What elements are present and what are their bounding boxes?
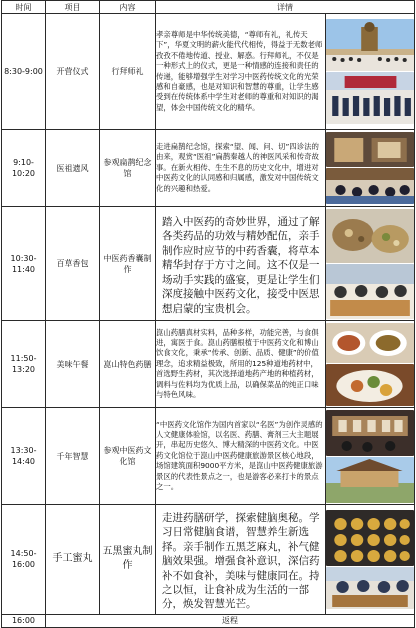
row-time: 9:10-10:20 (2, 130, 46, 207)
row-details: 孝亲尊师是中华传统美德，“尊师有礼，礼传天下”，华夏文明的薪火能代代相传，得益于无数老师孜孜不倦地传道、授业、解惑。行拜师礼，不仅是一种形式上的仪式，更是一种情感的连接和责任的传递，能够增强学生对学习中医药传统文化的光荣感和自豪感，也是对知识和智慧的尊重，让学生感受到在传统体系中学生对老师的尊重和对知识的渴望，体会中国传统文化的精华。 (156, 14, 326, 130)
table-row (2, 130, 415, 207)
ceremony-photo (326, 72, 414, 124)
row-content: 行拜师礼 (100, 14, 156, 130)
row-item: 开营仪式 (46, 14, 100, 130)
culture-hall-photo (326, 457, 414, 503)
header-time: 时间 (2, 1, 46, 14)
row-photos (326, 130, 415, 207)
row-details: 踏入中医药的奇妙世界，通过了解各类药品的功效与精妙配伍，亲手制作应时应节的中药香囊，将草本精华封存于方寸之间。这不仅是一场动手实践的盛宴，更是让学生们深度接触中医药文化，接受中医思想启蒙的宝贵机会。 (156, 207, 326, 321)
honey-pill-photo (326, 510, 414, 566)
row-photos (326, 321, 415, 408)
row-content: 五黑蜜丸制作 (100, 505, 156, 615)
return-trip-label: 返程 (46, 614, 415, 627)
row-content: 崑山特色药膳 (100, 321, 156, 408)
row-photos (326, 408, 415, 505)
row-time: 10:30-11:40 (2, 207, 46, 321)
memorial-hall-photo (326, 132, 414, 167)
culture-hall-photo (326, 410, 414, 456)
table-row (2, 408, 415, 505)
row-time: 13:30-14:40 (2, 408, 46, 505)
row-item: 手工蜜丸 (46, 505, 100, 615)
header-row (2, 1, 415, 14)
row-time: 14:50-16:00 (2, 505, 46, 615)
row-item: 美味午餐 (46, 321, 100, 408)
memorial-hall-photo (326, 168, 414, 204)
row-content: 参观扁鹊纪念馆 (100, 130, 156, 207)
header-item: 项目 (46, 1, 100, 14)
row-photos (326, 505, 415, 615)
row-time: 8:30-9:00 (2, 14, 46, 130)
table-row (2, 14, 415, 130)
row-item: 千年智慧 (46, 408, 100, 505)
row-photos (326, 14, 415, 130)
medicinal-meal-photo (326, 323, 414, 363)
honey-pill-photo (326, 567, 414, 609)
row-content: 中医药香囊制作 (100, 207, 156, 321)
herbal-sachet-photo (326, 264, 414, 319)
row-item: 百草香包 (46, 207, 100, 321)
header-content: 内容 (100, 1, 156, 14)
medicinal-meal-photo (326, 364, 414, 406)
table-row (2, 207, 415, 321)
row-time: 11:50-13:20 (2, 321, 46, 408)
ceremony-photo (326, 19, 414, 71)
row-photos (326, 207, 415, 321)
header-details: 详情 (156, 1, 415, 14)
row-content: 参观中医药文化馆 (100, 408, 156, 505)
row-details: 走进扁鹊纪念馆，探索“望、闻、问、切”四诊法的由来，观赏“医祖”扁鹊秦越人的神医风采和传奇故事。在新火相传、生生不息的历史文化中，增进对中医药文化的认同感和归属感，激发对中国传统文化的兴趣和热爱。 (156, 130, 326, 207)
row-time: 16:00 (2, 614, 46, 627)
herbal-sachet-photo (326, 209, 414, 263)
table-row (2, 321, 415, 408)
row-details: 崑山药膳真材实料，品种多样，功能完善，与食俱进，寓医于食。崑山药膳根植于中医药文化和博山饮食文化，秉承“传承、创新、品质、健康”的价值理念，追求精益极致，所用的125种道地药材中，首选野生药材，其次选择道地药产地的种植药材，调料与佐料均为优质上品，以确保菜品的纯正口味与特色风味。 (156, 321, 326, 408)
row-item: 医祖遗风 (46, 130, 100, 207)
schedule-table (1, 0, 415, 628)
table-row (2, 505, 415, 615)
row-details: “中医药文化馆作为国内首家以“名医”为创作灵感的人文健康体验馆，以名医、药膳、膏剂三大主题展开，串起历史悠久、博大精深的中医药文化。中医药文化馆位于崑山中医药健康旅游景区核心地段，场馆建筑面积9000平方米，是崑山中医药健康旅游景区的代表性景点之一，也是游客必来打卡的景点之一。 (156, 408, 326, 505)
row-details: 走进药膳研学，探索健脑奥秘。学习日常健脑食谱，智慧养生新选择。亲手制作五黑芝麻丸，补气健脑效果强。增强食补意识，深信药补不如食补，美味与健康同在。持之以恒，让食补成为生活的一部分，焕发智慧光芒。 (156, 505, 326, 615)
